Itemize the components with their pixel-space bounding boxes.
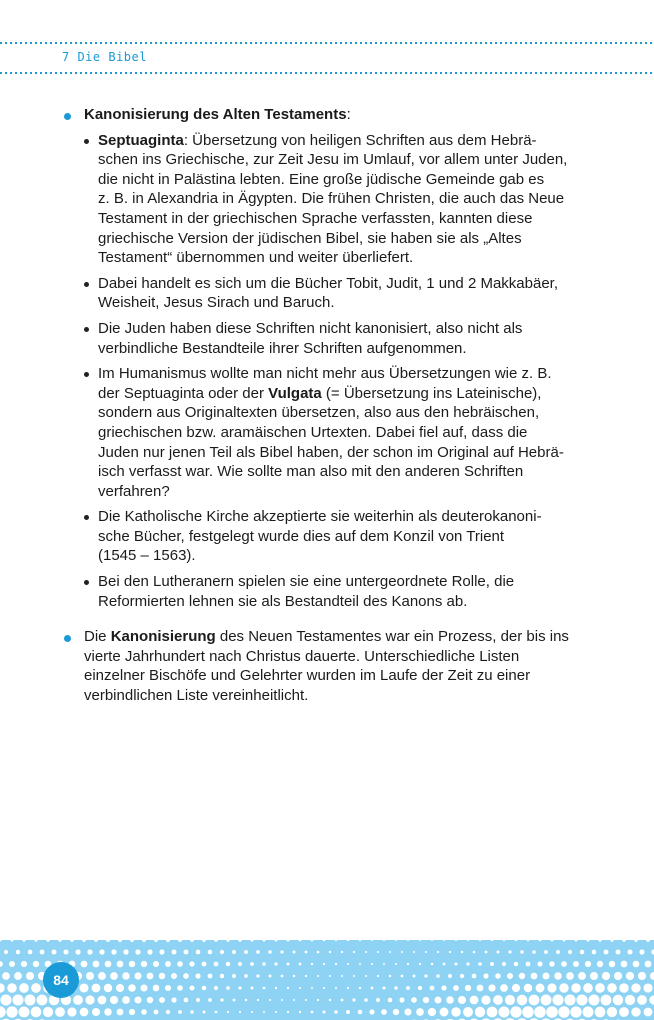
main-bullet-list [64,105,584,706]
text-line: sondern aus Originaltexten übersetzen, also aus den hebräischen, [98,404,540,422]
text-line: Testament in der griechischen Sprache verfassten, kannten diese [98,209,533,227]
sub-list-item-catholic [84,507,584,566]
text-line: schen ins Griechische, zur Zeit Jesu im Umlauf, vor allem unter Juden, [98,151,568,169]
text-line: verbindliche Bestandteile ihrer Schriften aufgenommen. [98,339,467,357]
bullet-dot-icon [64,635,71,642]
footer-halftone-pattern [0,940,654,1020]
term-kanonisierung: Kanonisierung [110,628,216,646]
text-line [98,131,584,151]
text-fragment: (= Übersetzung ins Lateinische), [321,384,542,402]
text-line: isch verfasst war. Wie sollte man also mit den anderen Schriften [98,463,524,481]
text-line: verbindlichen Liste vereinheitlicht. [84,687,309,705]
text-line [84,627,584,647]
text-line: (1545 – 1563). [98,547,196,565]
sub-list-item-jews [84,319,584,358]
text-line: Juden nur jenen Teil als Bibel haben, der schon im Original auf Hebrä- [98,443,564,461]
sub-bullet-icon [84,139,89,144]
text-line [98,384,584,404]
text-fragment: : Übersetzung von heiligen Schriften aus dem Hebrä- [183,131,537,149]
page-number-badge: 84 [43,962,79,998]
header-dotted-rule-top [0,40,654,46]
term-vulgata: Vulgata [268,384,322,402]
sub-list-item-books [84,274,584,313]
bullet-dot-icon [64,113,71,120]
sub-bullet-icon [84,327,89,332]
body-text [64,105,584,718]
text-line: griechische Version der jüdischen Bibel, sie haben sie als „Altes [98,229,522,247]
header-dotted-rule-bottom [0,70,654,76]
text-line: sche Bücher, festgelegt wurde dies auf dem Konzil von Trient [98,527,505,545]
text-line: die nicht in Palästina lebten. Eine große jüdische Gemeinde gab es [98,170,545,188]
text-line: Dabei handelt es sich um die Bücher Tobit, Judit, 1 und 2 Makkabäer, [98,274,558,292]
text-line: vierte Jahrhundert nach Christus dauerte. Unterschiedliche Listen [84,647,520,665]
text-line: Die Katholische Kirche akzeptierte sie weiterhin als deuterokanoni- [98,508,542,526]
sub-bullet-list [84,131,584,612]
sub-bullet-icon [84,580,89,585]
sub-list-item-humanism [84,364,584,501]
text-line: Reformierten lehnen sie als Bestandteil des Kanons ab. [98,592,468,610]
text-line: griechischen bzw. aramäischen Urtexten. Dabei fiel auf, dass die [98,423,528,441]
sub-bullet-icon [84,282,89,287]
sub-list-item-septuaginta [84,131,584,268]
sub-bullet-icon [84,372,89,377]
text-line: z. B. in Alexandria in Ägypten. Die frühen Christen, die auch das Neue [98,190,565,208]
main-list-item-old-testament [64,105,584,611]
text-line: Bei den Lutheranern spielen sie eine untergeordnete Rolle, die [98,573,515,591]
heading-bold: Kanonisierung des Alten Testaments [84,106,347,123]
term-septuaginta: Septuaginta [98,131,184,149]
sub-list-item-lutherans [84,572,584,611]
text-fragment: des Neuen Testamentes war ein Prozess, der bis ins [215,628,569,646]
heading-line [84,105,584,125]
text-fragment: Die [84,628,111,646]
text-line: einzelner Bischöfe und Gelehrter wurden im Laufe der Zeit zu einer [84,667,531,685]
text-line: verfahren? [98,482,170,500]
running-head: 7 Die Bibel [62,50,147,64]
text-line: Die Juden haben diese Schriften nicht kanonisiert, also nicht als [98,319,523,337]
text-line: Im Humanismus wollte man nicht mehr aus Übersetzungen wie z. B. [98,365,552,383]
main-list-item-new-testament [64,627,584,705]
text-line: Weisheit, Jesus Sirach und Baruch. [98,294,335,312]
sub-bullet-icon [84,515,89,520]
heading-suffix: : [346,106,351,123]
text-line: Testament“ übernommen und weiter überliefert. [98,249,414,267]
text-fragment: der Septuaginta oder der [98,384,269,402]
